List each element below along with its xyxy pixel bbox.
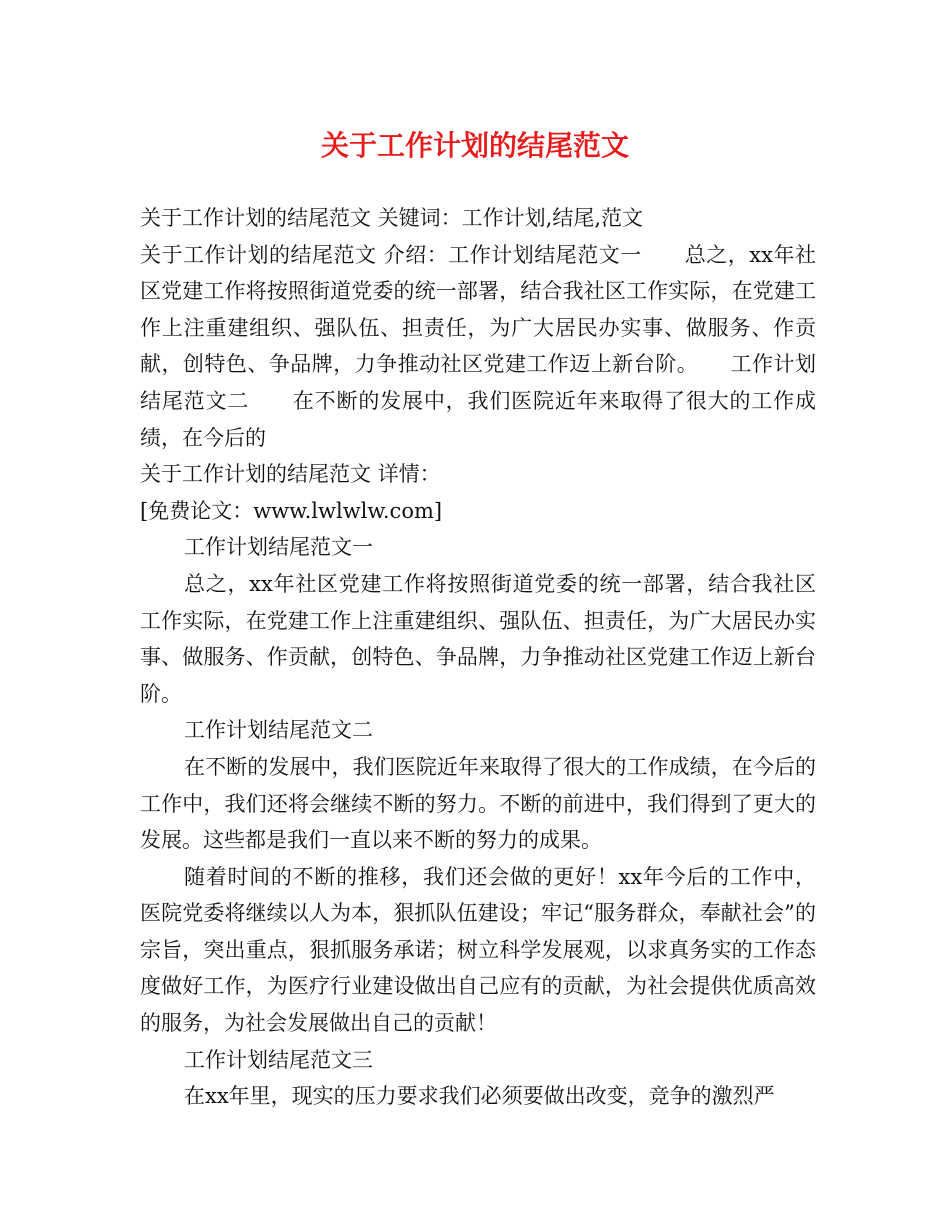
section-heading: 工作计划结尾范文三 [184, 1047, 373, 1072]
section-paragraph: 在xx年里，现实的压力要求我们必须要做出改变，竞争的激烈严 [184, 1084, 775, 1109]
document-title: 关于工作计划的结尾范文 [320, 129, 629, 162]
keywords-line: 关于工作计划的结尾范文 关键词：工作计划,结尾,范文 [140, 206, 644, 230]
details-line: 关于工作计划的结尾范文 详情： [140, 462, 441, 487]
section-heading: 工作计划结尾范文二 [184, 718, 373, 743]
intro-paragraph: 关于工作计划的结尾范文 介绍：工作计划结尾范文一 总之，xx年社区党建工作将按照街道党委的统一部署，结合我社区工作实际，在党建工作上注重建组织、强队伍、担责任，为广大居民办实事、做服务、作贡献，创特色、争品牌，力争推动社区党建工作迈上新台阶。 工作计划结尾范文二 在不断的发展中，我们医院近年来取得了很大的工作成绩，在今后的 [140, 242, 816, 450]
section-heading: 工作计划结尾范文一 [184, 535, 373, 560]
section-paragraph: 随着时间的不断的推移，我们还会做的更好！xx年今后的工作中，医院党委将继续以人为本，狠抓队伍建设；牢记“服务群众，奉献社会”的宗旨，突出重点，狠抓服务承诺；树立科学发展观，以求真务实的工作态度做好工作，为医疗行业建设做出自己应有的贡献，为社会提供优质高效的服务，为社会发展做出自己的贡献！ [140, 864, 816, 1036]
document-body [140, 200, 816, 1115]
section-paragraph: 在不断的发展中，我们医院近年来取得了很大的工作成绩，在今后的工作中，我们还将会继续不断的努力。不断的前进中，我们得到了更大的发展。这些都是我们一直以来不断的努力的成果。 [140, 754, 816, 853]
source-line: [免费论文：www.lwlwlw.com] [140, 498, 443, 523]
section-paragraph: 总之，xx年社区党建工作将按照街道党委的统一部署，结合我社区工作实际，在党建工作上注重建组织、强队伍、担责任，为广大居民办实事、做服务、作贡献，创特色、争品牌，力争推动社区党建工作迈上新台阶。 [140, 571, 816, 706]
